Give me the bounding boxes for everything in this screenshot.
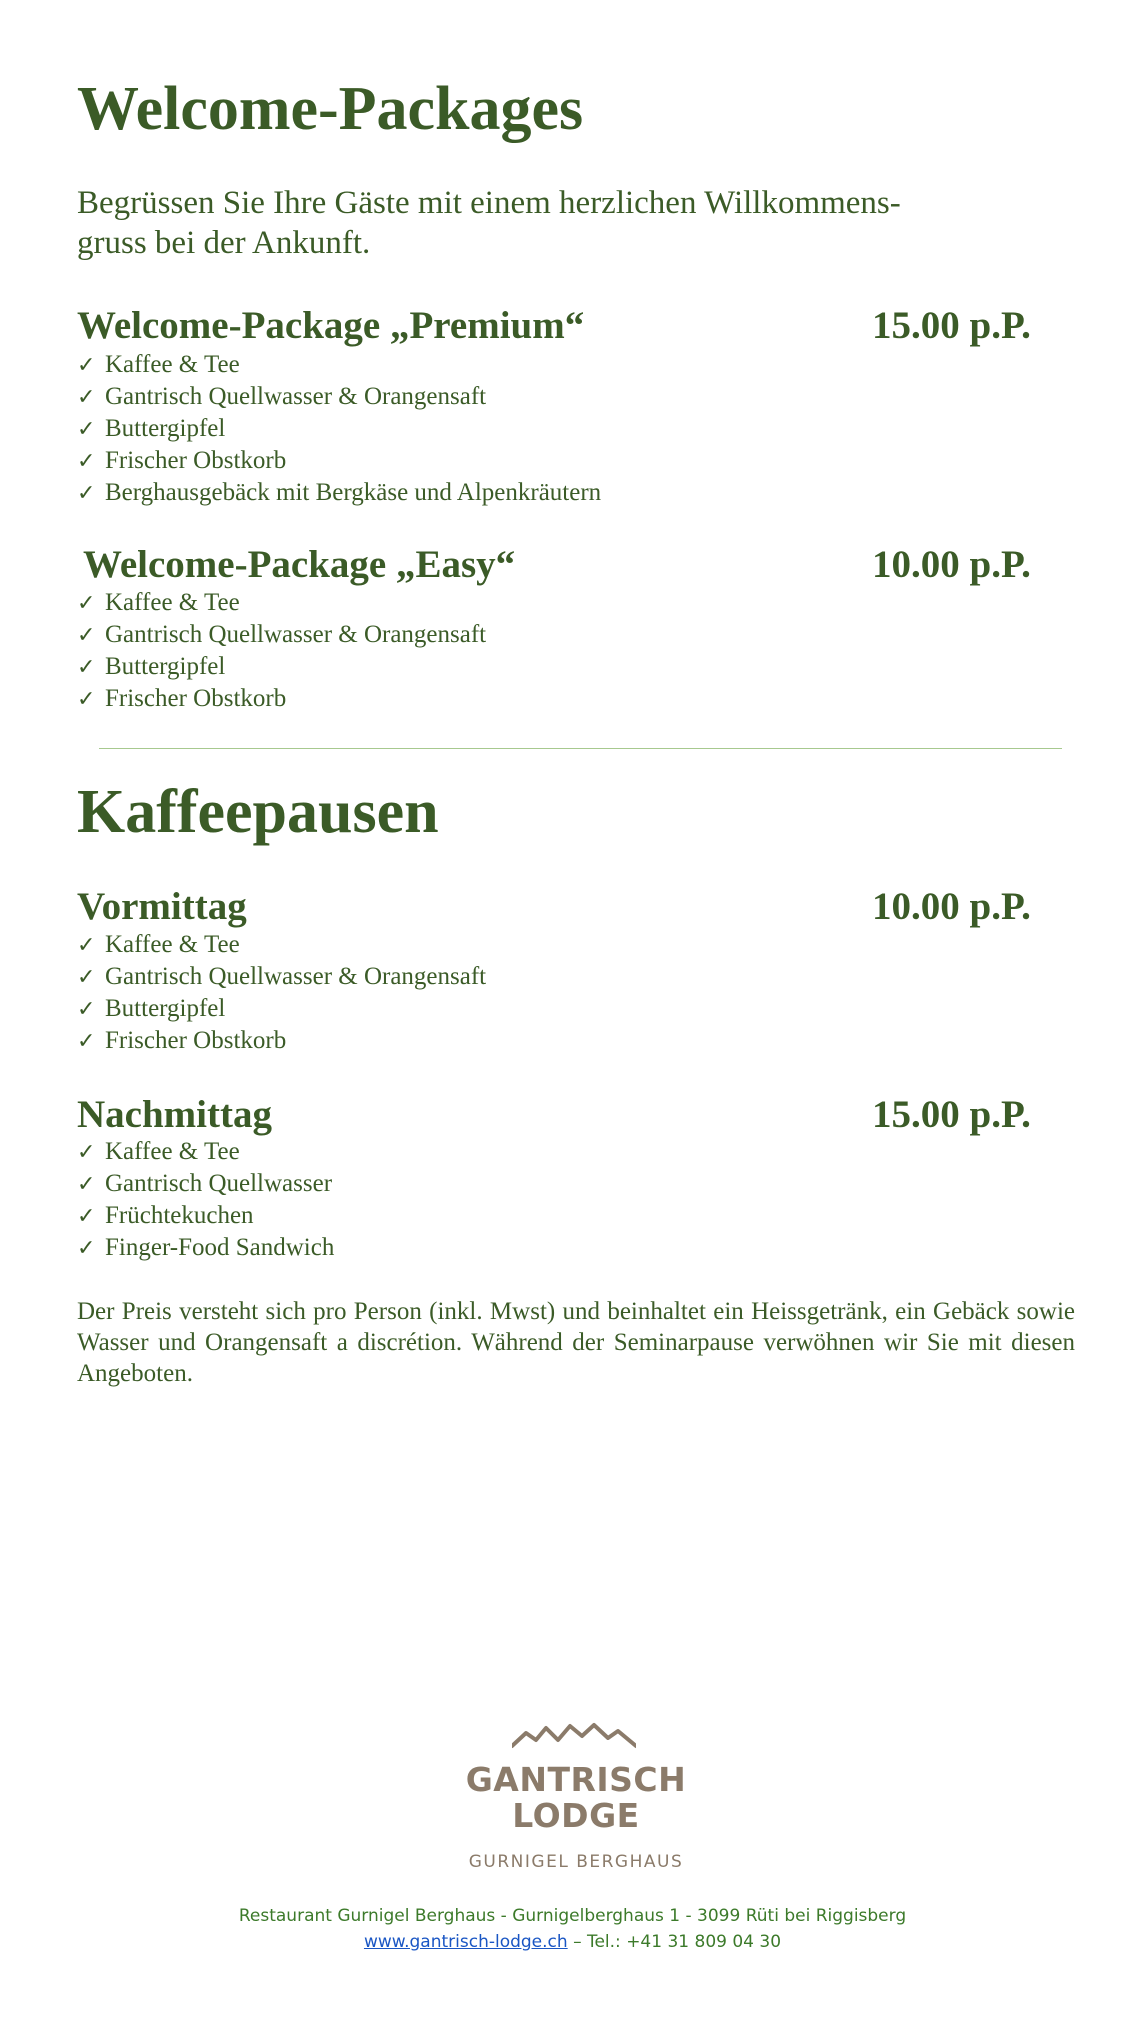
list-item: ✓ Kaffee & Tee: [77, 1136, 334, 1168]
list-item: ✓ Kaffee & Tee: [77, 929, 486, 961]
list-item: ✓ Kaffee & Tee: [77, 349, 601, 381]
logo-line1: GANTRISCH: [465, 1760, 687, 1799]
welcome-intro-line2: gruss bei der Ankunft.: [77, 225, 371, 261]
footer-contact: [0, 1932, 1145, 1952]
list-item: ✓ Gantrisch Quellwasser: [77, 1168, 334, 1200]
list-item: ✓ Frischer Obstkorb: [77, 683, 486, 715]
check-icon: ✓: [77, 417, 96, 442]
list-item: ✓ Früchtekuchen: [77, 1200, 334, 1232]
package-nachmittag-price: 15.00 p.P.: [872, 1093, 1031, 1136]
check-icon: ✓: [77, 1140, 96, 1165]
package-vormittag-items: [77, 929, 486, 1057]
website-link[interactable]: www.gantrisch-lodge.ch: [363, 1932, 568, 1952]
list-item: ✓ Berghausgebäck mit Bergkäse und Alpenkräutern: [77, 477, 601, 509]
check-icon: ✓: [77, 623, 96, 648]
package-easy-price: 10.00 p.P.: [872, 543, 1031, 586]
logo-line2: LODGE: [512, 1796, 640, 1835]
check-icon: ✓: [77, 1236, 96, 1261]
section-divider: [99, 748, 1062, 749]
package-nachmittag-items: [77, 1136, 334, 1264]
package-easy-items: [77, 587, 486, 715]
check-icon: ✓: [77, 965, 96, 990]
welcome-intro: [77, 183, 1037, 263]
breaks-section-title: Kaffeepausen: [77, 778, 439, 846]
check-icon: ✓: [77, 933, 96, 958]
list-item: ✓ Finger-Food Sandwich: [77, 1232, 334, 1264]
list-item: ✓ Gantrisch Quellwasser & Orangensaft: [77, 961, 486, 993]
footer-phone: – Tel.: +41 31 809 04 30: [567, 1932, 782, 1952]
check-icon: ✓: [77, 655, 96, 680]
list-item: ✓ Buttergipfel: [77, 413, 601, 445]
check-icon: ✓: [77, 353, 96, 378]
package-vormittag-price: 10.00 p.P.: [872, 885, 1031, 928]
list-item: ✓ Kaffee & Tee: [77, 587, 486, 619]
mountain-icon: [512, 1720, 636, 1750]
package-easy-title: Welcome-Package „Easy“: [83, 543, 516, 586]
check-icon: ✓: [77, 687, 96, 712]
logo-subtitle: GURNIGEL BERGHAUS: [468, 1852, 684, 1872]
package-vormittag-title: Vormittag: [77, 885, 247, 928]
check-icon: ✓: [77, 1172, 96, 1197]
list-item: ✓ Gantrisch Quellwasser & Orangensaft: [77, 381, 601, 413]
welcome-intro-line1: Begrüssen Sie Ihre Gäste mit einem herzlichen Willkommens-: [77, 185, 901, 221]
list-item: ✓ Gantrisch Quellwasser & Orangensaft: [77, 619, 486, 651]
list-item: ✓ Frischer Obstkorb: [77, 1025, 486, 1057]
check-icon: ✓: [77, 481, 96, 506]
list-item: ✓ Buttergipfel: [77, 651, 486, 683]
gantrisch-lodge-logo: [456, 1720, 696, 1875]
check-icon: ✓: [77, 1204, 96, 1229]
check-icon: ✓: [77, 385, 96, 410]
check-icon: ✓: [77, 449, 96, 474]
welcome-section-title: Welcome-Packages: [77, 75, 584, 143]
list-item: ✓ Frischer Obstkorb: [77, 445, 601, 477]
package-premium-items: [77, 349, 601, 509]
package-nachmittag-title: Nachmittag: [77, 1093, 272, 1136]
package-premium-price: 15.00 p.P.: [872, 304, 1031, 347]
price-note: Der Preis versteht sich pro Person (inkl. Mwst) und beinhaltet ein Heissgetränk, ein Gebäck sowie Wasser und Orangensaft a discrétion. Während der Seminarpause verwöhnen wir Sie mit diesen Angeboten.: [77, 1298, 1075, 1387]
check-icon: ✓: [77, 997, 96, 1022]
list-item: ✓ Buttergipfel: [77, 993, 486, 1025]
footer-address: Restaurant Gurnigel Berghaus - Gurnigelberghaus 1 - 3099 Rüti bei Riggisberg: [238, 1906, 907, 1926]
check-icon: ✓: [77, 591, 96, 616]
package-premium-title: Welcome-Package „Premium“: [77, 304, 585, 347]
check-icon: ✓: [77, 1029, 96, 1054]
